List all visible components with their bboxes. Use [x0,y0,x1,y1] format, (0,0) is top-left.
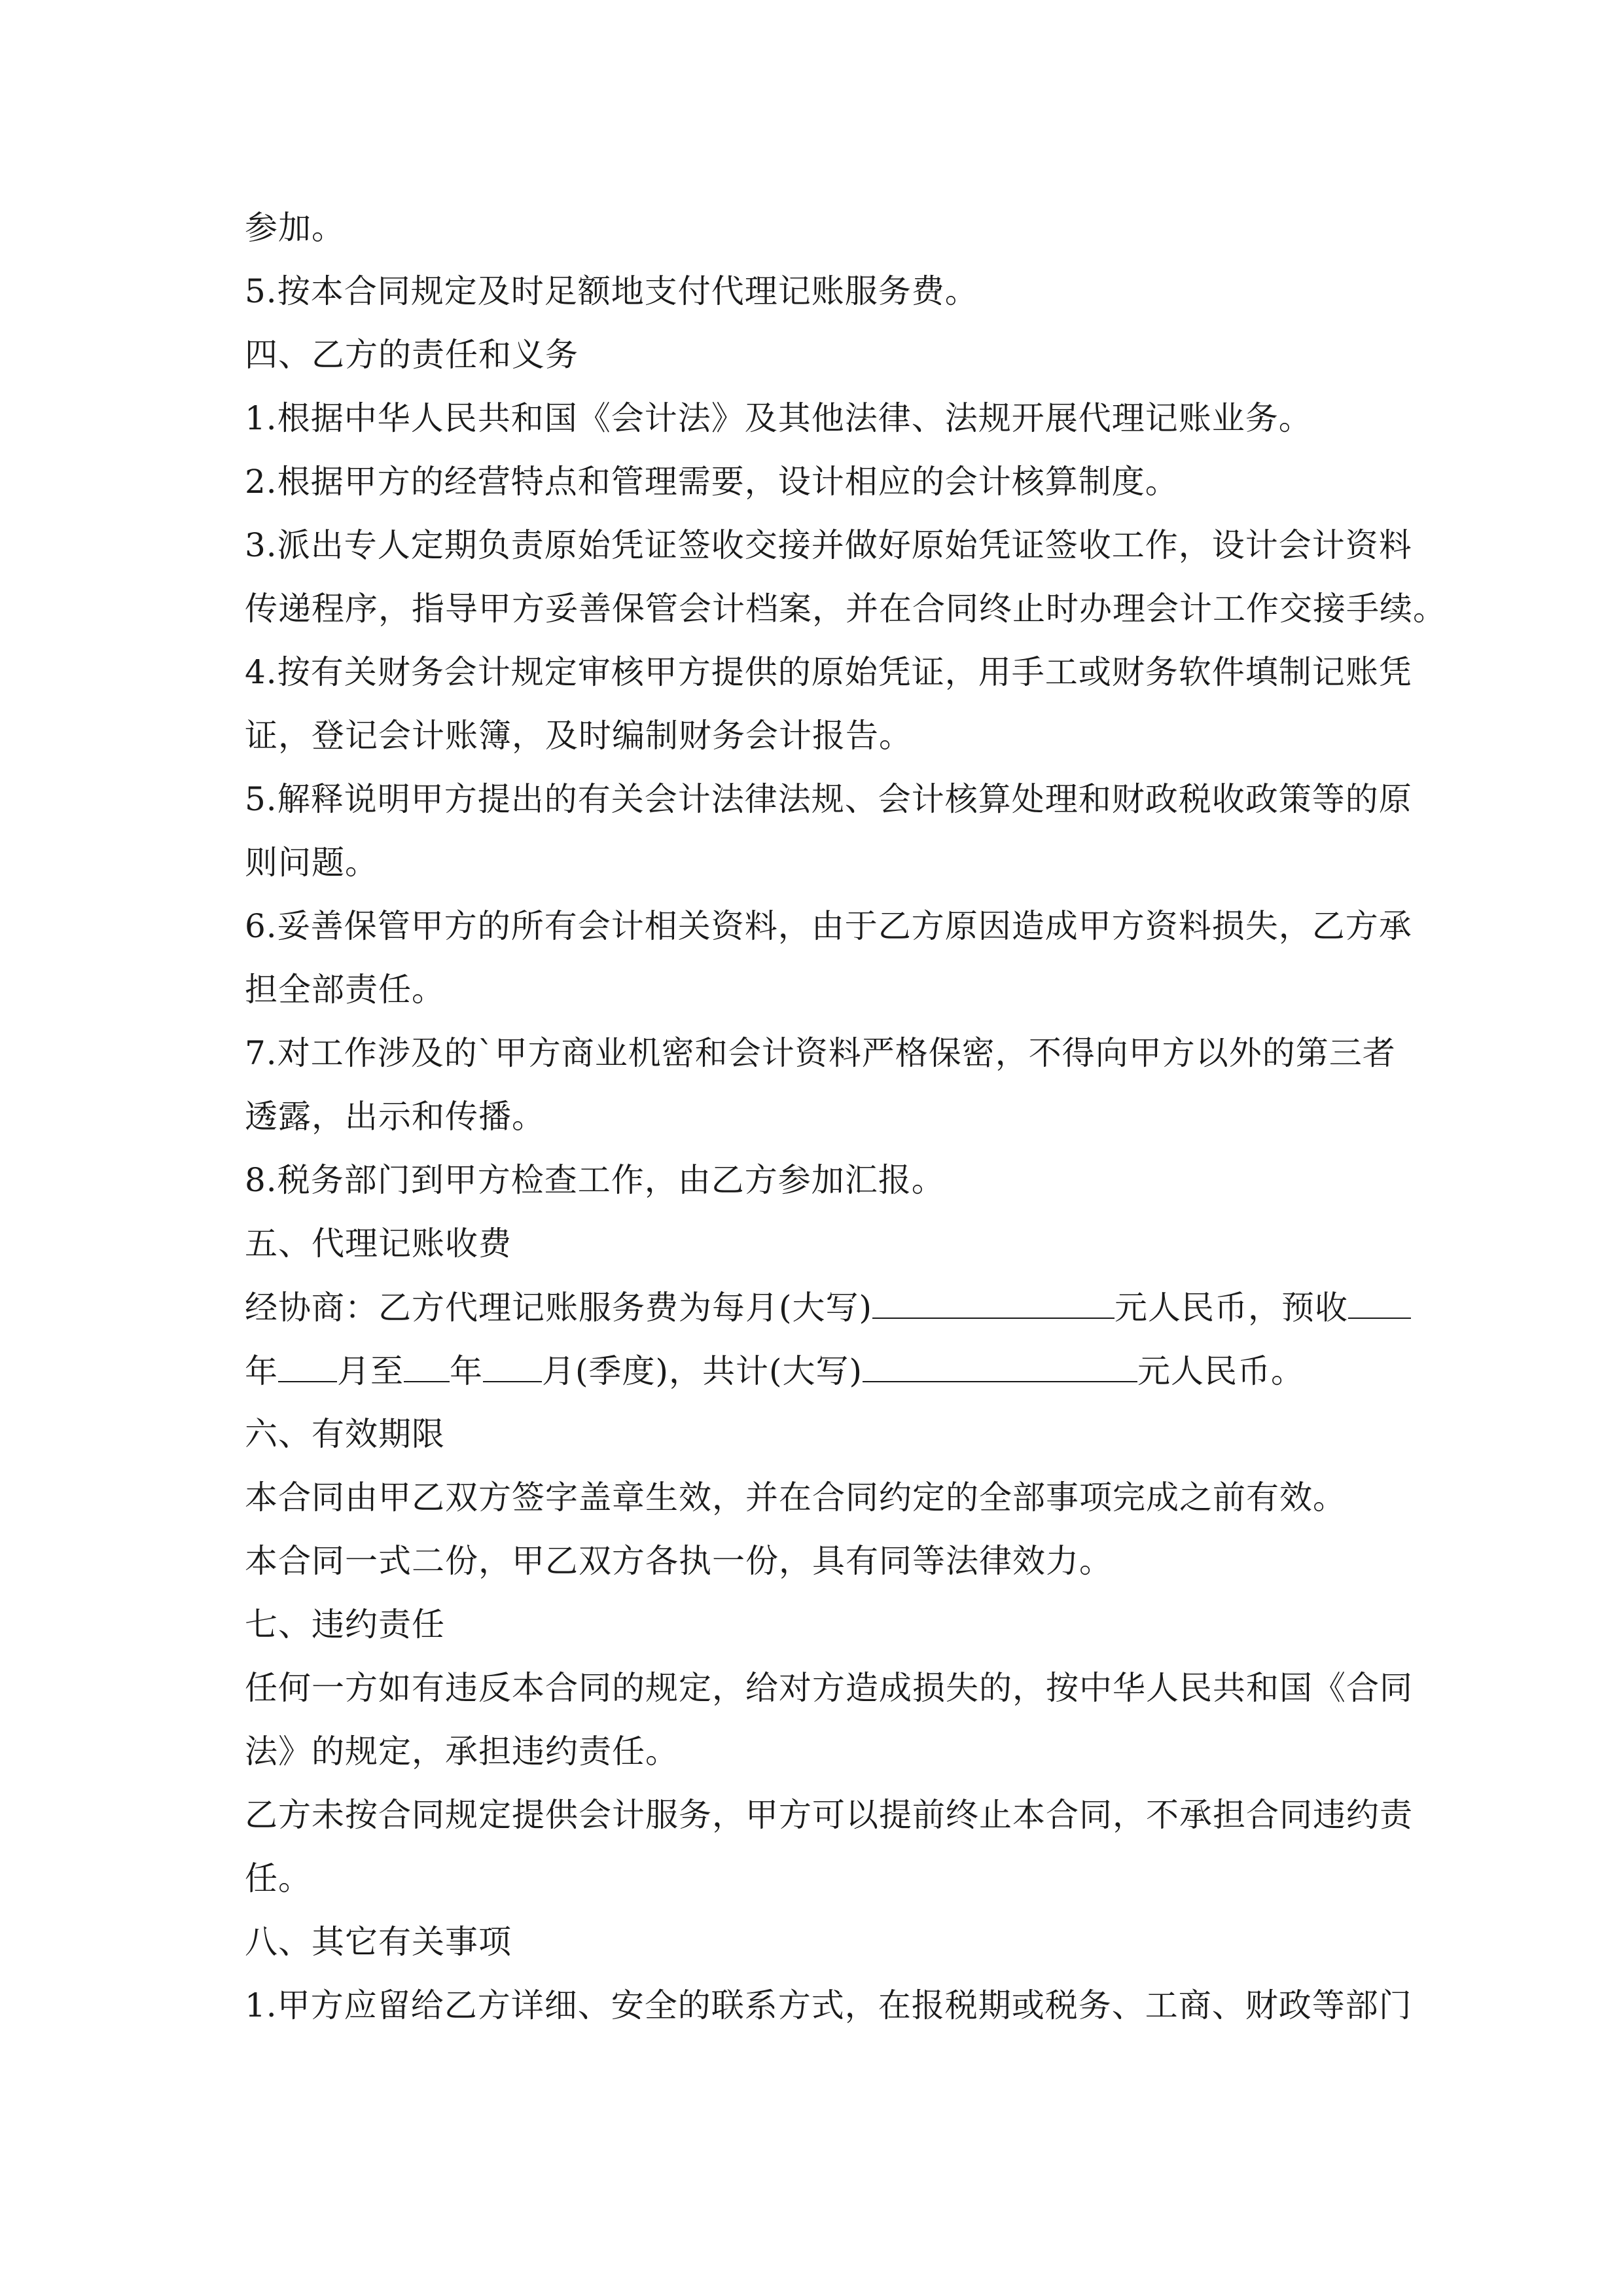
text-line: 8.税务部门到甲方检查工作，由乙方参加汇报。 [245,1161,945,1199]
start-month-blank [278,1351,337,1382]
section-heading: 八、其它有关事项 [245,1923,512,1961]
fee-text: 月至 [337,1352,404,1390]
monthly-fee-blank [872,1287,1115,1319]
section-heading: 七、违约责任 [245,1605,445,1643]
text-line: 本合同一式二份，甲乙双方各执一份，具有同等法律效力。 [245,1542,1113,1580]
text-line: 2.根据甲方的经营特点和管理需要，设计相应的会计核算制度。 [245,463,1179,501]
text-line: 任。 [245,1859,312,1897]
text-line: 1.根据中华人民共和国《会计法》及其他法律、法规开展代理记账业务。 [245,399,1312,437]
text-line: 则问题。 [245,844,378,882]
text-line: 3.派出专人定期负责原始凭证签收交接并做好原始凭证签收工作，设计会计资料 [245,526,1412,564]
text-line: 6.妥善保管甲方的所有会计相关资料，由于乙方原因造成甲方资料损失，乙方承 [245,907,1412,945]
fee-text: 元人民币，预收 [1115,1289,1349,1327]
text-line: 4.按有关财务会计规定审核甲方提供的原始凭证，用手工或财务软件填制记账凭 [245,653,1412,691]
text-line: 5.按本合同规定及时足额地支付代理记账服务费。 [245,272,978,310]
text-line: 1.甲方应留给乙方详细、安全的联系方式，在报税期或税务、工商、财政等部门 [245,1986,1412,2024]
fee-line-2 [245,1351,1304,1391]
text-line: 参加。 [245,209,345,247]
fee-text: 月(季度)，共计(大写) [542,1352,863,1390]
fee-line-1 [245,1287,1411,1327]
text-line: 乙方未按合同规定提供会计服务，甲方可以提前终止本合同，不承担合同违约责 [245,1796,1413,1834]
text-line: 透露，出示和传播。 [245,1098,545,1136]
text-line: 任何一方如有违反本合同的规定，给对方造成损失的，按中华人民共和国《合同 [245,1669,1413,1707]
section-heading: 五、代理记账收费 [245,1225,512,1263]
end-year-blank [404,1351,450,1382]
text-line: 法》的规定，承担违约责任。 [245,1732,679,1770]
fee-text: 经协商：乙方代理记账服务费为每月(大写) [245,1289,873,1327]
text-line: 7.对工作涉及的`甲方商业机密和会计资料严格保密，不得向甲方以外的第三者 [245,1034,1396,1072]
section-heading: 四、乙方的责任和义务 [245,336,579,374]
total-fee-blank [863,1351,1137,1382]
text-line: 本合同由甲乙双方签字盖章生效，并在合同约定的全部事项完成之前有效。 [245,1479,1346,1516]
prepaid-year-blank [1348,1287,1411,1319]
fee-text: 年 [245,1352,278,1390]
text-line: 5.解释说明甲方提出的有关会计法律法规、会计核算处理和财政税收政策等的原 [245,780,1412,818]
text-line: 担全部责任。 [245,971,445,1009]
fee-text: 年 [450,1352,483,1390]
text-line: 传递程序，指导甲方妥善保管会计档案，并在合同终止时办理会计工作交接手续。 [245,590,1446,628]
section-heading: 六、有效期限 [245,1415,445,1453]
fee-text: 元人民币。 [1137,1352,1305,1390]
end-month-blank [483,1351,542,1382]
text-line: 证，登记会计账簿，及时编制财务会计报告。 [245,717,912,755]
